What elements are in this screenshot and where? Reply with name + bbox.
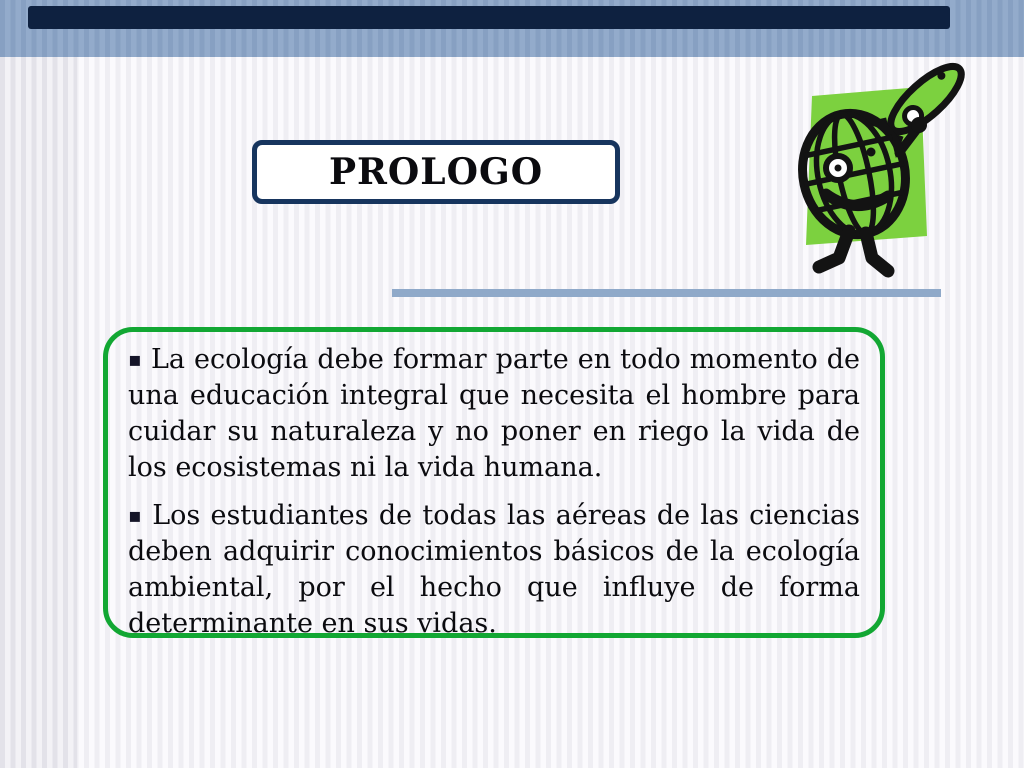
bullet-paragraph	[128, 497, 860, 642]
globe-eye-right	[867, 148, 876, 157]
paragraph-text: Los estudiantes de todas las aéreas de las ciencias deben adquirir conocimientos básicos de la ecología ambiental, por el hecho que influye de forma determinante en sus vidas.	[128, 500, 860, 639]
bullet-square-icon: ▪	[128, 347, 142, 371]
title-box	[252, 140, 620, 204]
bullet-paragraph	[128, 341, 860, 486]
globe-eye-pupil	[835, 165, 842, 172]
navy-top-bar	[28, 6, 950, 29]
content-box	[103, 327, 885, 638]
bullet-square-icon: ▪	[128, 503, 144, 527]
globe-hand	[911, 117, 927, 133]
paragraph-text: La ecología debe formar parte en todo momento de una educación integral que necesita el hombre para cuidar su naturaleza y no poner en riego la vida de los ecosistemas ni la vida humana.	[128, 344, 861, 483]
left-stripe-column	[0, 0, 77, 768]
divider-line	[392, 289, 941, 297]
title-text: PROLOGO	[328, 151, 544, 193]
globe-character-clipart	[790, 58, 975, 290]
